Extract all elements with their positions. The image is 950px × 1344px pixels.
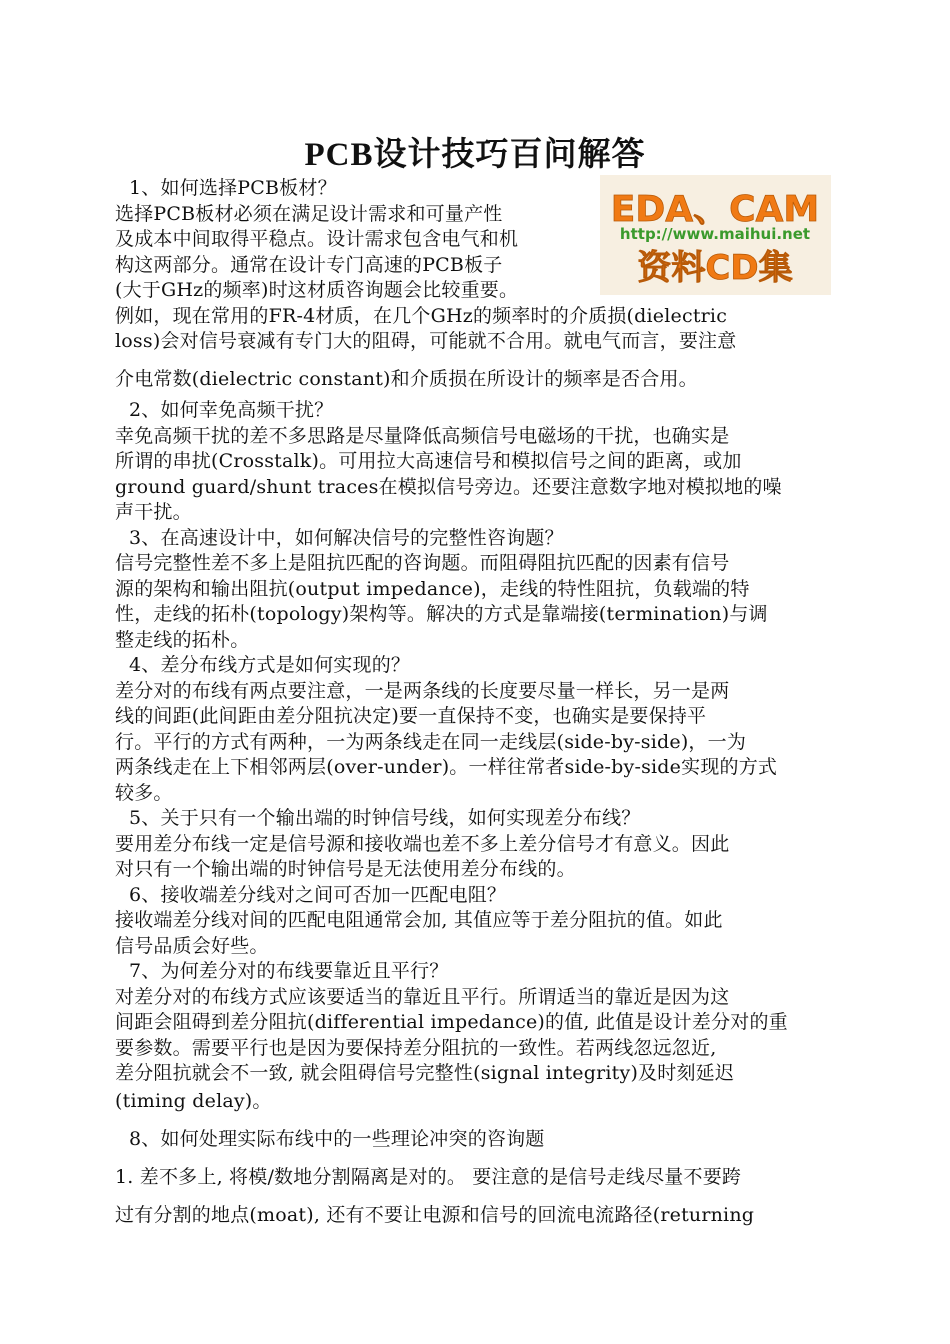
question-7: 7、为何差分对的布线要靠近且平行？ [129, 960, 449, 982]
answer-1-line-3: 构这两部分。通常在设计专门高速的PCB板子 [115, 253, 503, 276]
answer-6-line-2: 信号品质会好些。 [115, 934, 269, 957]
answer-8-line-2: 过有分割的地点(moat), 还有不要让电源和信号的回流电流路径(returning [115, 1204, 755, 1226]
answer-3-line-1: 信号完整性差不多上是阻抗匹配的咨询题。而阻碍阻抗匹配的因素有信号 [115, 552, 730, 574]
answer-3-line-2: 源的架构和输出阻抗(output impedance)，走线的特性阻抗，负载端的特 [115, 577, 750, 600]
answer-2-line-4: 声干扰。 [115, 501, 192, 523]
question-3: 3、在高速设计中，如何解决信号的完整性咨询题？ [129, 526, 564, 549]
answer-5-line-2: 对只有一个输出端的时钟信号是无法使用差分布线的。 [115, 858, 576, 880]
answer-3-line-3: 性，走线的拓朴(topology)架构等。解决的方式是靠端接(termination)与调 [115, 603, 768, 625]
answer-5-line-1: 要用差分布线一定是信号源和接收端也差不多上差分信号才有意义。因此 [115, 832, 730, 855]
question-1: 1、如何选择PCB板材？ [129, 177, 337, 199]
section-1 [115, 176, 835, 392]
logo-line2: http://www.maihui.net [619, 225, 811, 243]
logo-line3: 资料CD集 [637, 248, 793, 288]
answer-4-line-3: 行。平行的方式有两种，一为两条线走在同一走线层(side-by-side)，一为 [115, 730, 747, 753]
answer-2-line-3: ground guard/shunt traces在模拟信号旁边。还要注意数字地对模拟地的噪 [115, 475, 782, 498]
logo-line1: EDA、CAM [610, 189, 820, 230]
answer-1-line-7: 介电常数(dielectric constant)和介质损在所设计的频率是否合用。 [115, 367, 698, 390]
answer-8-line-1: 1. 差不多上, 将模/数地分割隔离是对的。 要注意的是信号走线尽量不要跨 [115, 1166, 742, 1188]
answer-7-line-4: 差分阻抗就会不一致, 就会阻碍信号完整性(signal integrity)及时刻延迟 [115, 1062, 735, 1084]
answer-1-line-1: 选择PCB板材必须在满足设计需求和可量产性 [115, 202, 503, 225]
answer-7-line-5: (timing delay)。 [115, 1090, 272, 1112]
answer-3-line-4: 整走线的拓朴。 [115, 628, 250, 651]
answer-4-line-1: 差分对的布线有两点要注意，一是两条线的长度要尽量一样长，另一是两 [115, 679, 730, 702]
answer-7-line-3: 要参数。需要平行也是因为要保持差分阻抗的一致性。若两线忽远忽近, [115, 1036, 717, 1059]
answer-2-line-2: 所谓的串扰(Crosstalk)。可用拉大高速信号和模拟信号之间的距离，或加 [115, 450, 742, 472]
answer-1-line-2: 及成本中间取得平稳点。设计需求包含电气和机 [115, 228, 519, 250]
question-4: 4、差分布线方式是如何实现的？ [129, 654, 411, 676]
answer-6-line-1: 接收端差分线对间的匹配电阻通常会加, 其值应等于差分阻抗的值。如此 [115, 909, 723, 931]
answer-4-line-5: 较多。 [115, 781, 173, 804]
answer-1-line-6: loss)会对信号衰减有专门大的阻碍，可能就不合用。就电气而言，要注意 [115, 330, 737, 352]
answer-4-line-2: 线的间距(此间距由差分阻抗决定)要一直保持不变，也确实是要保持平 [115, 705, 707, 727]
question-8: 8、如何处理实际布线中的一些理论冲突的咨询题 [129, 1128, 545, 1150]
answer-7-line-2: 间距会阻碍到差分阻抗(differential impedance)的值, 此值是设计差分对的重 [115, 1011, 788, 1033]
section-8 [115, 1082, 835, 1234]
answer-7-line-1: 对差分对的布线方式应该要适当的靠近且平行。所谓适当的靠近是因为这 [115, 985, 730, 1008]
page-title: PCB设计技巧百问解答 [304, 137, 646, 173]
question-6: 6、接收端差分线对之间可否加一匹配电阻？ [129, 883, 507, 906]
question-5: 5、关于只有一个输出端的时钟信号线，如何实现差分布线？ [129, 807, 641, 829]
answer-1-line-5: 例如，现在常用的FR-4材质，在几个GHz的频率时的介质损(dielectric [115, 304, 728, 327]
question-2: 2、如何幸免高频干扰？ [129, 399, 334, 421]
answer-4-line-4: 两条线走在上下相邻两层(over-under)。一样往常者side-by-side实现的方式 [115, 756, 778, 778]
answer-2-line-1: 幸免高频干扰的差不多思路是尽量降低高频信号电磁场的干扰，也确实是 [115, 424, 730, 447]
section-2 [115, 398, 835, 1087]
answer-1-line-4: (大于GHz的频率)时这材质咨询题会比较重要。 [115, 279, 519, 301]
